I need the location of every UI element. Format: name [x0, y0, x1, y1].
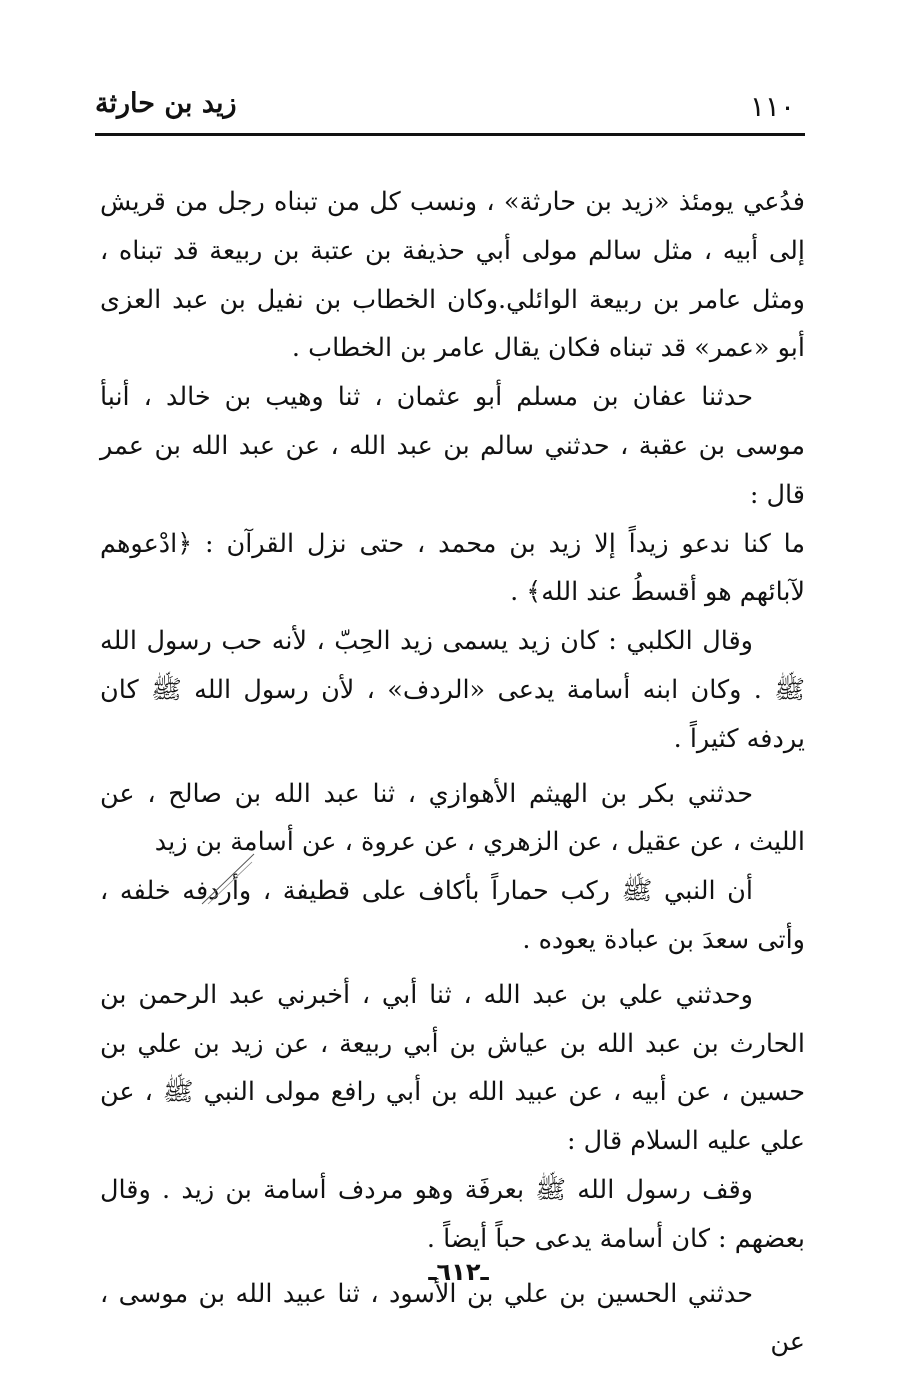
header-divider: [95, 133, 805, 136]
body-text: [100, 178, 805, 1367]
paragraph: حدثنا عفان بن مسلم أبو عثمان ، ثنا وهيب بن خالد ، أنبأ موسى بن عقبة ، حدثني سالم بن عبد الله ، عن عبد الله بن عمر قال :: [100, 382, 805, 510]
paragraph: حدثني الحسين بن علي بن الأسود ، ثنا عبيد الله بن موسى ، عن: [100, 1278, 805, 1358]
page-footer-number: ـ٦١٢ـ: [428, 1258, 489, 1286]
paragraph: ما كنا ندعو زيداً إلا زيد بن محمد ، حتى نزل القرآن : ﴿ادْعوهم لآبائهم هو أقسطُ عند الله﴾ .: [100, 528, 805, 608]
paragraph: وقال الكلبي : كان زيد يسمى زيد الحِبّ ، لأنه حب رسول الله ﷺ . وكان ابنه أسامة يدعى «الردف» ، لأن رسول الله ﷺ كان يردفه كثيراً .: [100, 626, 805, 754]
paragraph: وحدثني علي بن عبد الله ، ثنا أبي ، أخبرني عبد الرحمن بن الحارث بن عبد الله بن عياش بن أبي ربيعة ، عن زيد بن علي بن حسين ، عن أبيه ، عن عبيد الله بن أبي رافع مولى النبي ﷺ ، عن علي عليه السلام قال :: [100, 979, 805, 1157]
header-page-number: ١١٠: [749, 90, 795, 123]
paragraph: أن النبي ﷺ ركب حماراً بأكاف على قطيفة ، وأردفه خلفه ، وأتى سعدَ بن عبادة يعوده .: [100, 876, 805, 955]
header-title: زيد بن حارثة: [95, 88, 237, 119]
paragraph: فدُعي يومئذ «زيد بن حارثة» ، ونسب كل من تبناه رجل من قريش إلى أبيه ، مثل سالم مولى أبي حذيفة بن عتبة بن ربيعة قد تبناه ، ومثل عامر بن ربيعة الوائلي.وكان الخطاب بن نفيل بن عبد العزى أبو «عمر» قد تبناه فكان يقال عامر بن الخطاب .: [100, 187, 805, 364]
paragraph: حدثني بكر بن الهيثم الأهوازي ، ثنا عبد الله بن صالح ، عن الليث ، عن عقيل ، عن الزهري ، عن عروة ، عن أسامة بن زيد: [100, 778, 805, 858]
pen-stroke-mark: [198, 848, 258, 908]
paragraph: وقف رسول الله ﷺ بعرفَة وهو مردف أسامة بن زيد . وقال بعضهم : كان أسامة يدعى حباً أيضاً .: [100, 1174, 805, 1254]
running-header: [95, 88, 805, 128]
